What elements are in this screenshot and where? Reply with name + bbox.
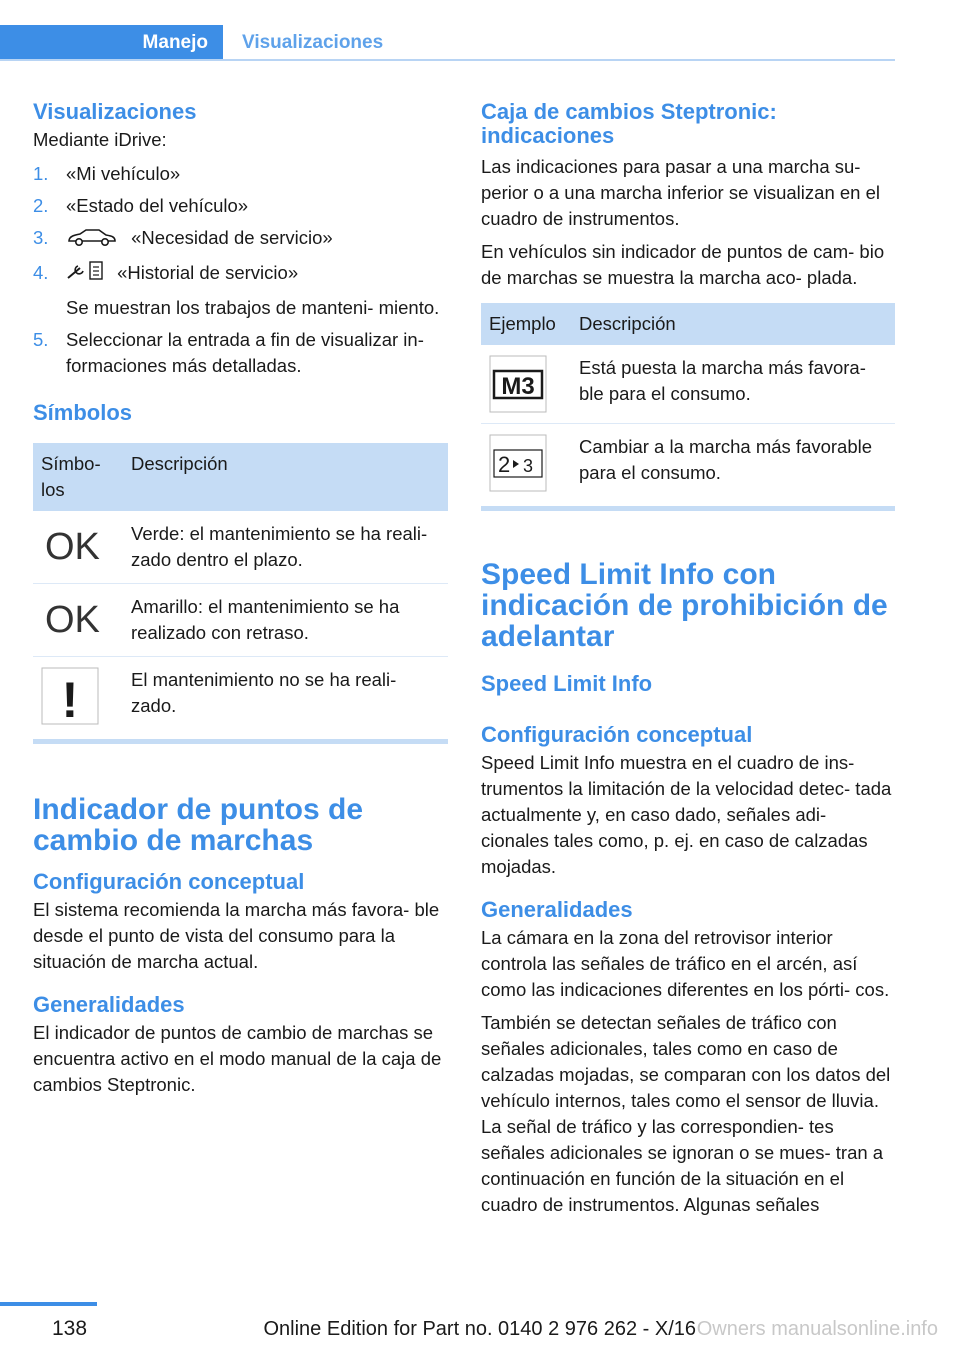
gear-m3-icon: [489, 355, 547, 413]
description-cell: El mantenimiento no se ha reali- zado.: [131, 669, 397, 716]
col-header-description: Descripción: [123, 443, 448, 511]
list-item: [33, 327, 448, 379]
warning-exclamation-icon: [41, 667, 99, 725]
svg-text:3: 3: [523, 456, 534, 476]
page-header: [0, 25, 895, 61]
tab-visualizaciones[interactable]: Visualizaciones: [242, 32, 384, 53]
example-table: [481, 303, 895, 502]
symbol-cell: [481, 345, 571, 424]
list-item: [33, 193, 448, 219]
section-title-gear-indicator: Indicador de puntos de cambio de marchas: [33, 793, 364, 857]
table-header-row: [481, 303, 895, 345]
intro-text: Mediante iDrive:: [33, 129, 167, 150]
step-number: 2.: [33, 195, 49, 216]
col-header-symbol: Símbo- los: [33, 443, 123, 511]
table-row: [33, 584, 448, 657]
symbols-table: [33, 443, 448, 735]
concept-heading: Configuración conceptual: [481, 722, 753, 747]
step-text: «Necesidad de servicio»: [131, 227, 333, 248]
description-cell: Verde: el mantenimiento se ha reali- zado dentro el plazo.: [123, 511, 448, 584]
symbol-cell: [481, 424, 571, 503]
concept-text: El sistema recomienda la marcha más favora- ble desde el punto de vista del consumo para la situación de marcha actual.: [33, 899, 440, 972]
svg-text:2: 2: [498, 452, 511, 477]
general-text: El indicador de puntos de cambio de marchas se encuentra activo en el modo manual de la caja de cambios Steptronic.: [33, 1022, 442, 1095]
description-cell: Amarillo: el mantenimiento se ha realizado con retraso.: [123, 584, 448, 657]
col-header-description: Descripción: [571, 303, 895, 345]
ok-symbol-yellow: [41, 594, 103, 642]
concept-heading: Configuración conceptual: [33, 869, 305, 894]
svg-text:OK: OK: [45, 599, 100, 641]
step-number: 5.: [33, 329, 49, 350]
general-text-1: La cámara en la zona del retrovisor interior controla las señales de tráfico en el arcén, así como las indicaciones diferentes en los pórti- cos.: [481, 927, 890, 1000]
edition-text: Online Edition for Part no. 0140 2 976 262 - X/16: [263, 1318, 696, 1340]
steptronic-text-1: Las indicaciones para pasar a una marcha su- perior o a una marcha inferior se visualizan en el cuadro de instrumentos.: [481, 156, 880, 229]
table-bottom-rule: [481, 506, 895, 511]
description-cell: Cambiar a la marcha más favorable para el consumo.: [579, 436, 873, 483]
page-number: 138: [52, 1317, 88, 1340]
table-row: [33, 511, 448, 584]
step-number: 1.: [33, 163, 49, 184]
right-column: [481, 100, 895, 1218]
symbol-cell: [33, 584, 123, 657]
table-row: [481, 424, 895, 503]
step-subtext: Se muestran los trabajos de manteni- miento.: [66, 297, 440, 318]
concept-text: Speed Limit Info muestra en el cuadro de ins- trumentos la limitación de la velocidad detec- tada actualmente y, en caso dado, señales adi- cionales tales como, p. ej. en caso de calzadas mojadas.: [481, 752, 892, 877]
general-text-2: También se detectan señales de tráfico con señales adicionales, tales como en caso de calzadas mojadas, se comparan con los datos del vehículo internos, tales como el sensor de lluvia. La señal de tráfico y las correspondien- tes señales adicionales se ignoran o se mues- tran a continuación en función de la situación en el cuadro de instrumentos. Algunas señales: [481, 1012, 891, 1215]
step-text: «Mi vehículo»: [66, 163, 181, 184]
footer-bar: [0, 1302, 97, 1306]
simbolos-heading: Símbolos: [33, 400, 133, 425]
steps-list: [33, 161, 448, 379]
tab-manejo[interactable]: Manejo: [0, 25, 223, 61]
step-text: «Estado del vehículo»: [66, 195, 249, 216]
svg-text:OK: OK: [45, 526, 100, 568]
col-header-example: Ejemplo: [481, 303, 571, 345]
left-column: [33, 100, 448, 1098]
table-bottom-rule: [33, 739, 448, 744]
table-row: [481, 345, 895, 424]
table-header-row: [33, 443, 448, 511]
step-number: 4.: [33, 262, 49, 283]
step-text: «Historial de servicio»: [117, 262, 299, 283]
description-cell: Está puesta la marcha más favora- ble para el consumo.: [571, 345, 895, 424]
shift-up-icon: [489, 434, 547, 492]
service-history-icon: [66, 260, 104, 289]
ok-symbol-green: [41, 521, 103, 569]
watermark: Owners manualsonline.info: [696, 1318, 938, 1340]
visualizaciones-heading: Visualizaciones: [33, 99, 197, 124]
section-title-speed-limit: Speed Limit Info con indicación de prohibición de adelantar: [481, 558, 888, 653]
speed-limit-subtitle: Speed Limit Info: [481, 671, 653, 696]
svg-text:M3: M3: [501, 373, 535, 400]
general-heading: Generalidades: [33, 992, 185, 1017]
symbol-cell: [33, 657, 123, 736]
list-item: [33, 260, 448, 321]
symbol-cell: [33, 511, 123, 584]
steptronic-heading: Caja de cambios Steptronic: indicaciones: [481, 99, 777, 148]
list-item: [33, 161, 448, 187]
steptronic-text-2: En vehículos sin indicador de puntos de cam- bio de marchas se muestra la marcha aco- plada.: [481, 241, 885, 288]
list-item: [33, 225, 448, 254]
svg-text:!: !: [61, 672, 79, 725]
step-text: Seleccionar la entrada a fin de visualizar in- formaciones más detalladas.: [66, 329, 424, 376]
car-icon: [66, 227, 118, 254]
header-divider: [0, 59, 895, 61]
table-row: [33, 657, 448, 736]
step-number: 3.: [33, 227, 49, 248]
general-heading: Generalidades: [481, 897, 633, 922]
